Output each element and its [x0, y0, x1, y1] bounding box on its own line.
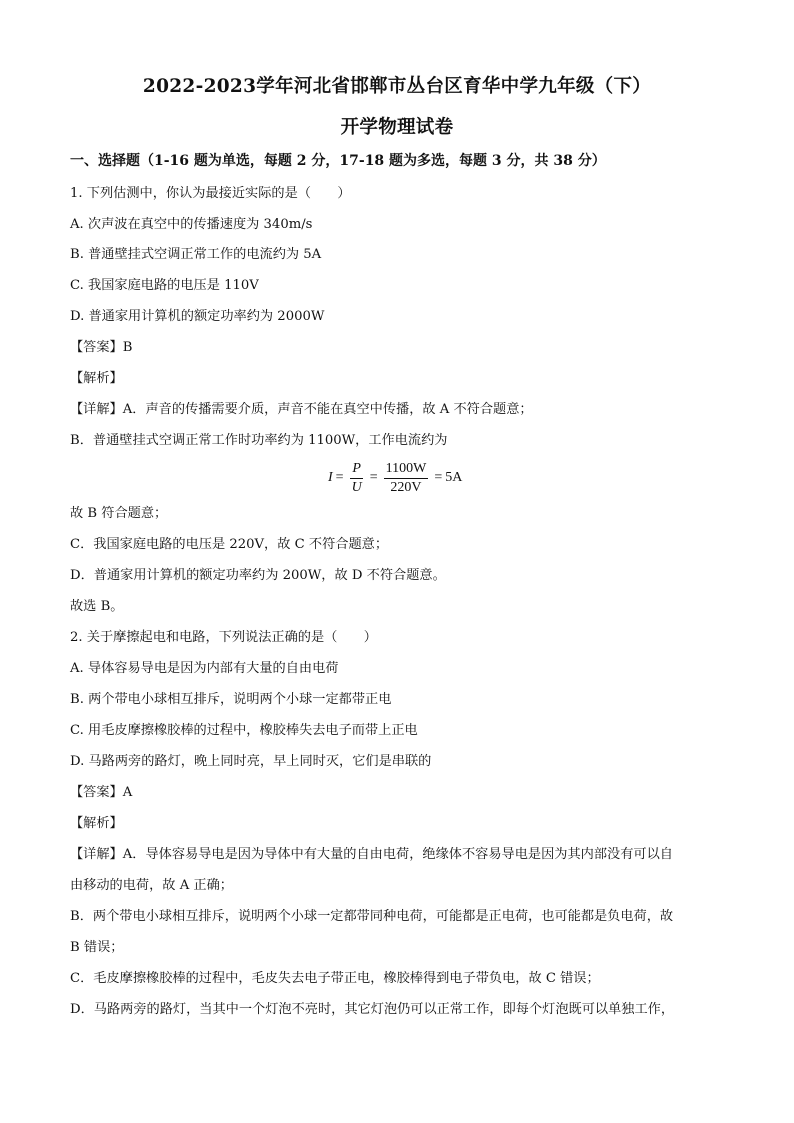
question-2-detail-line: B 错误； — [70, 940, 124, 955]
exam-title-line1: 2022-2023学年河北省邯郸市丛台区育华中学九年级（下） — [142, 76, 652, 97]
question-2-answer: 【答案】A — [70, 785, 133, 800]
formula-fraction-pu — [350, 461, 364, 496]
question-1-detail-line: C．我国家庭电路的电压是 220V，故 C 不符合题意； — [70, 537, 389, 552]
question-2-analysis-label: 【解析】 — [70, 816, 123, 831]
question-1-detail-line: B．普通壁挂式空调正常工作时功率约为 1100W，工作电流约为 — [70, 433, 448, 448]
formula-denominator: 220V — [390, 479, 422, 495]
question-1-detail-line: 【详解】A．声音的传播需要介质，声音不能在真空中传播，故 A 不符合题意； — [70, 402, 533, 417]
question-1-stem: 1. 下列估测中，你认为最接近实际的是（ ） — [70, 186, 351, 201]
formula-lhs: I — [328, 470, 333, 485]
question-2-detail-line: B．两个带电小球相互排斥，说明两个小球一定都带同种电荷，可能都是正电荷，也可能都是负电荷，故 — [70, 909, 674, 924]
question-1-detail-line: 故 B 符合题意； — [70, 506, 168, 521]
question-2-detail-line: 【详解】A．导体容易导电是因为导体中有大量的自由电荷，绝缘体不容易导电是因为其内部没有可以自 — [70, 847, 673, 862]
question-1-answer: 【答案】B — [70, 340, 133, 355]
question-1-detail-line: D．普通家用计算机的额定功率约为 200W，故 D 不符合题意。 — [70, 568, 446, 583]
formula-p: P — [350, 461, 363, 479]
formula-result: 5A — [445, 470, 463, 485]
question-1-option-b: B. 普通壁挂式空调正常工作的电流约为 5A — [70, 247, 322, 262]
question-2-stem: 2. 关于摩擦起电和电路，下列说法正确的是（ ） — [70, 630, 377, 645]
question-1-option-a: A. 次声波在真空中的传播速度为 340m/s — [70, 217, 313, 232]
question-1-analysis-label: 【解析】 — [70, 371, 123, 386]
question-2-option-a: A. 导体容易导电是因为内部有大量的自由电荷 — [70, 661, 339, 676]
formula-u: U — [351, 479, 362, 495]
question-2-option-b: B. 两个带电小球相互排斥，说明两个小球一定都带正电 — [70, 692, 392, 707]
current-formula: I = $\frac{P}{U}$ = $\frac{1100W}{220V}$ = 5A — [328, 460, 463, 495]
formula-fraction-values — [384, 461, 429, 496]
section-header: 一、选择题（1-16 题为单选，每题 2 分，17-18 题为多选，每题 3 分，共 38 分） — [70, 153, 606, 169]
question-1-detail-line: 故选 B。 — [70, 599, 124, 614]
question-2-detail-line: D．马路两旁的路灯，当其中一个灯泡不亮时，其它灯泡仍可以正常工作，即每个灯泡既可以单独工作， — [70, 1002, 675, 1017]
question-1-option-d: D. 普通家用计算机的额定功率约为 2000W — [70, 309, 325, 324]
question-2-detail-line: C．毛皮摩擦橡胶棒的过程中，毛皮失去电子带正电，橡胶棒得到电子带负电，故 C 错误； — [70, 971, 600, 986]
question-2-detail-line: 由移动的电荷，故 A 正确； — [70, 878, 233, 893]
formula-numerator: 1100W — [384, 461, 429, 479]
question-1-option-c: C. 我国家庭电路的电压是 110V — [70, 278, 259, 293]
question-2-option-c: C. 用毛皮摩擦橡胶棒的过程中，橡胶棒失去电子而带上正电 — [70, 723, 418, 738]
question-2-option-d: D. 马路两旁的路灯，晚上同时亮，早上同时灭，它们是串联的 — [70, 754, 432, 769]
exam-title-line2: 开学物理试卷 — [340, 117, 454, 138]
